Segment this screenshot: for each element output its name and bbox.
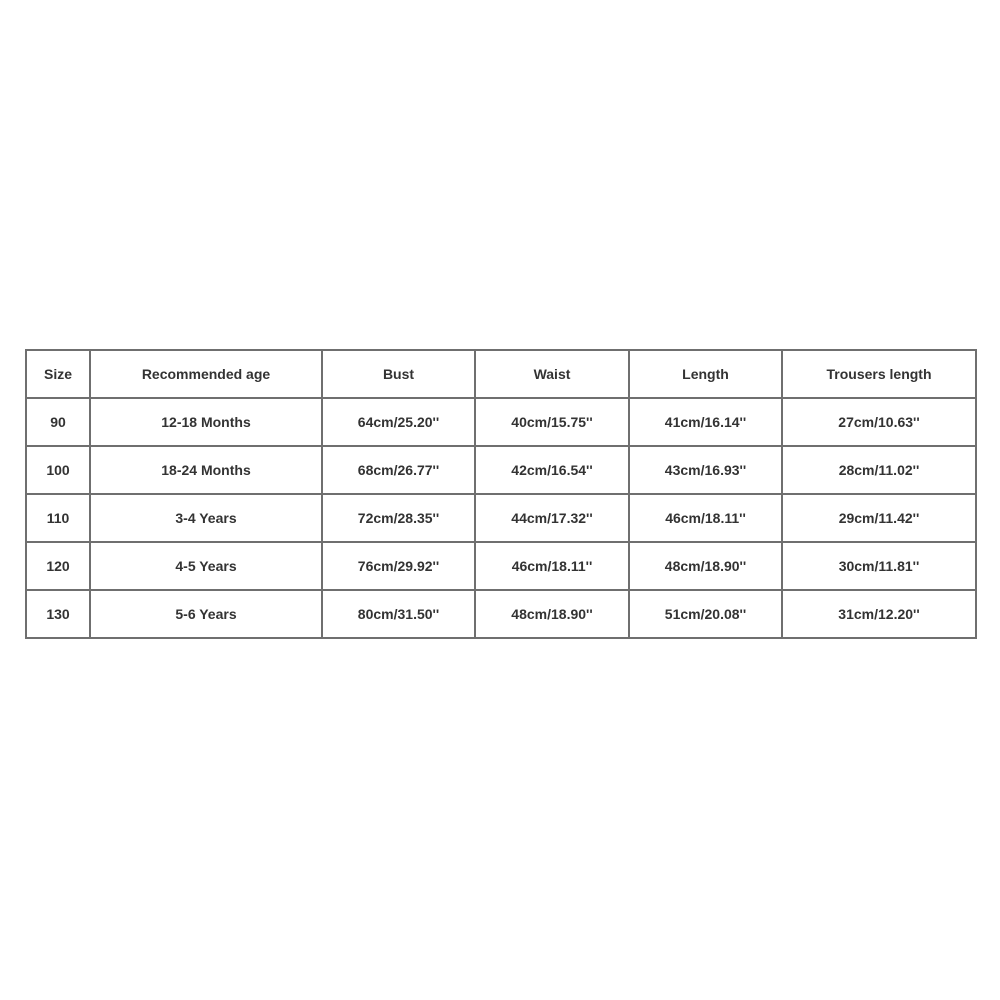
cell-size: 100: [27, 447, 91, 495]
header-size: Size: [27, 351, 91, 399]
header-recommended-age: Recommended age: [91, 351, 323, 399]
cell-length: 51cm/20.08'': [630, 591, 783, 639]
table-row: [27, 543, 977, 591]
cell-size: 120: [27, 543, 91, 591]
cell-bust: 80cm/31.50'': [323, 591, 476, 639]
header-bust: Bust: [323, 351, 476, 399]
cell-recommended-age: 18-24 Months: [91, 447, 323, 495]
cell-recommended-age: 5-6 Years: [91, 591, 323, 639]
cell-size: 110: [27, 495, 91, 543]
header-trousers-length: Trousers length: [783, 351, 977, 399]
cell-recommended-age: 3-4 Years: [91, 495, 323, 543]
table-header-row: [27, 351, 977, 399]
cell-trousers-length: 30cm/11.81'': [783, 543, 977, 591]
cell-size: 130: [27, 591, 91, 639]
cell-waist: 44cm/17.32'': [476, 495, 630, 543]
cell-waist: 48cm/18.90'': [476, 591, 630, 639]
cell-length: 48cm/18.90'': [630, 543, 783, 591]
table-row: [27, 591, 977, 639]
cell-recommended-age: 12-18 Months: [91, 399, 323, 447]
cell-trousers-length: 31cm/12.20'': [783, 591, 977, 639]
header-length: Length: [630, 351, 783, 399]
size-chart-table: [25, 349, 977, 639]
cell-size: 90: [27, 399, 91, 447]
cell-waist: 42cm/16.54'': [476, 447, 630, 495]
cell-recommended-age: 4-5 Years: [91, 543, 323, 591]
cell-waist: 46cm/18.11'': [476, 543, 630, 591]
table-row: [27, 399, 977, 447]
table-row: [27, 447, 977, 495]
header-waist: Waist: [476, 351, 630, 399]
cell-length: 41cm/16.14'': [630, 399, 783, 447]
cell-length: 43cm/16.93'': [630, 447, 783, 495]
cell-length: 46cm/18.11'': [630, 495, 783, 543]
cell-bust: 64cm/25.20'': [323, 399, 476, 447]
cell-trousers-length: 27cm/10.63'': [783, 399, 977, 447]
cell-waist: 40cm/15.75'': [476, 399, 630, 447]
cell-bust: 72cm/28.35'': [323, 495, 476, 543]
cell-bust: 76cm/29.92'': [323, 543, 476, 591]
table-row: [27, 495, 977, 543]
cell-bust: 68cm/26.77'': [323, 447, 476, 495]
cell-trousers-length: 28cm/11.02'': [783, 447, 977, 495]
cell-trousers-length: 29cm/11.42'': [783, 495, 977, 543]
